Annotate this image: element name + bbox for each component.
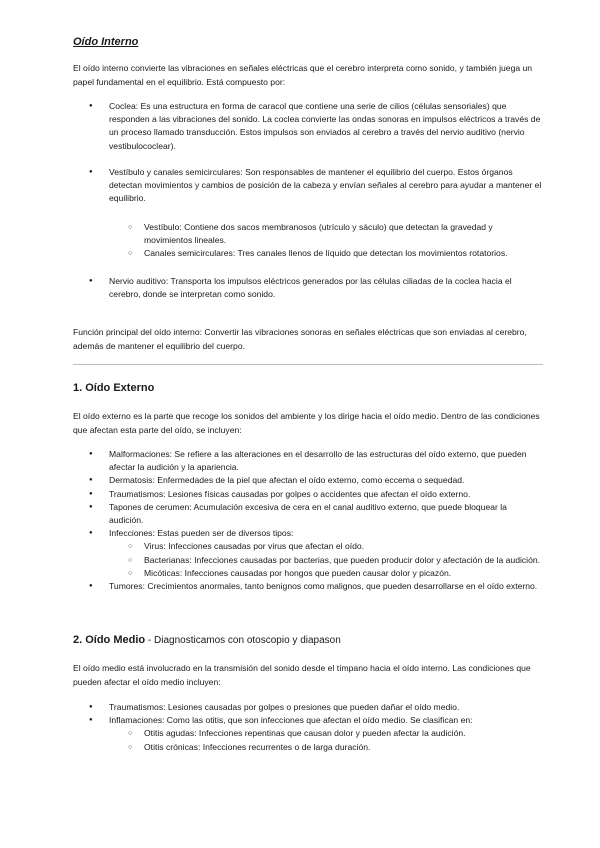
list-item-dermatosis: ● Dermatosis: Enfermedades de la piel que afectan el oído externo, como eccema o sequedad. bbox=[73, 474, 543, 487]
medio-intro: El oído medio está involucrado en la transmisión del sonido desde el tímpano hacia el oído interno. Las condiciones que pueden afectar el oído medio incluyen: bbox=[73, 663, 531, 687]
medio-list bbox=[73, 701, 543, 754]
list-item-malformaciones: ● Malformaciones: Se refiere a las alteraciones en el desarrollo de las estructuras del oído externo, que pueden afectar la audición y la apariencia. bbox=[73, 448, 543, 474]
sublist-item-canales: ○ Canales semicirculares: Tres canales llenos de líquido que detectan los movimientos rotatorios. bbox=[73, 247, 543, 260]
section-title-oido-interno: Oído Interno bbox=[73, 36, 139, 48]
list-item-traumatismos-medio: ● Traumatismos: Lesiones causadas por golpes o presiones que pueden dañar el oído medio. bbox=[73, 701, 543, 714]
interno-list-2 bbox=[73, 166, 543, 206]
interno-intro: El oído interno convierte las vibraciones en señales eléctricas que el cerebro interpreta como sonido, y también juega un papel fundamental en el equilibrio. Está compuesto por: bbox=[73, 63, 533, 87]
section-title-oido-medio bbox=[73, 634, 341, 646]
list-item-vestibulo-canales: ● Vestíbulo y canales semicirculares: Son responsables de mantener el equilibrio del cuerpo. Estos órganos detectan movimientos y cambios de posición de la cabeza y envían señales al cerebro para ayudar a mantener el equilibrio. bbox=[73, 166, 543, 206]
list-item-tapones: ● Tapones de cerumen: Acumulación excesiva de cera en el canal auditivo externo, que puede bloquear la audición. bbox=[73, 501, 543, 527]
list-item-tumores: ● Tumores: Crecimientos anormales, tanto benignos como malignos, que pueden desarrollarse en el oído externo. bbox=[73, 580, 543, 593]
sublist-item-otitis-agudas: ○ Otitis agudas: Infecciones repentinas que causan dolor y pueden afectar la audición. bbox=[73, 727, 543, 740]
sublist-item-micoticas: ○ Micóticas: Infecciones causadas por hongos que pueden causar dolor y picazón. bbox=[73, 567, 543, 580]
oido-medio-subtitle: - Diagnosticamos con otoscopio y diapason bbox=[145, 635, 341, 646]
sublist-item-vestibulo: ○ Vestíbulo: Contiene dos sacos membranosos (utrículo y sáculo) que detectan la gravedad y movimientos lineales. bbox=[73, 221, 543, 247]
sublist-item-otitis-cronicas: ○ Otitis crónicas: Infecciones recurrentes o de larga duración. bbox=[73, 741, 543, 754]
list-item-nervio-auditivo: ● Nervio auditivo: Transporta los impulsos eléctricos generados por las células ciliadas de la coclea hacia el cerebro, donde se interpretan como sonido. bbox=[73, 275, 543, 301]
interno-funcion: Función principal del oído interno: Convertir las vibraciones sonoras en señales eléctricas que son enviadas al cerebro, además de mantener el equilibrio del cuerpo. bbox=[73, 327, 527, 351]
sublist-item-bacterianas: ○ Bacterianas: Infecciones causadas por bacterias, que pueden producir dolor y afectación de la audición. bbox=[73, 554, 543, 567]
section-divider bbox=[73, 364, 543, 365]
list-item-traumatismos: ● Traumatismos: Lesiones físicas causadas por golpes o accidentes que afectan el oído externo. bbox=[73, 488, 543, 501]
interno-list bbox=[73, 100, 543, 153]
sublist-item-virus: ○ Virus: Infecciones causadas por virus que afectan el oído. bbox=[73, 540, 543, 553]
list-item-inflamaciones: ● Inflamaciones: Como las otitis, que son infecciones que afectan el oído medio. Se clasifican en: bbox=[73, 714, 543, 727]
interno-sublist bbox=[73, 221, 543, 261]
oido-medio-heading: 2. Oído Medio bbox=[73, 634, 146, 646]
externo-list bbox=[73, 448, 543, 593]
section-title-oido-externo: 1. Oído Externo bbox=[73, 382, 155, 394]
list-item-coclea: ● Coclea: Es una estructura en forma de caracol que contiene una serie de cilios (células sensoriales) que responden a las vibraciones del sonido. La coclea convierte las ondas sonoras en impulsos eléctricos a través de un proceso llamado transducción. Estos impulsos son enviados al cerebro a través del nervio auditivo (nervio vestibulococlear). bbox=[73, 100, 543, 153]
list-item-infecciones: ● Infecciones: Estas pueden ser de diversos tipos: bbox=[73, 527, 543, 540]
interno-list-3 bbox=[73, 275, 543, 301]
externo-intro: El oído externo es la parte que recoge los sonidos del ambiente y los dirige hacia el oído medio. Dentro de las condiciones que afectan esta parte del oído, se incluyen: bbox=[73, 411, 540, 435]
